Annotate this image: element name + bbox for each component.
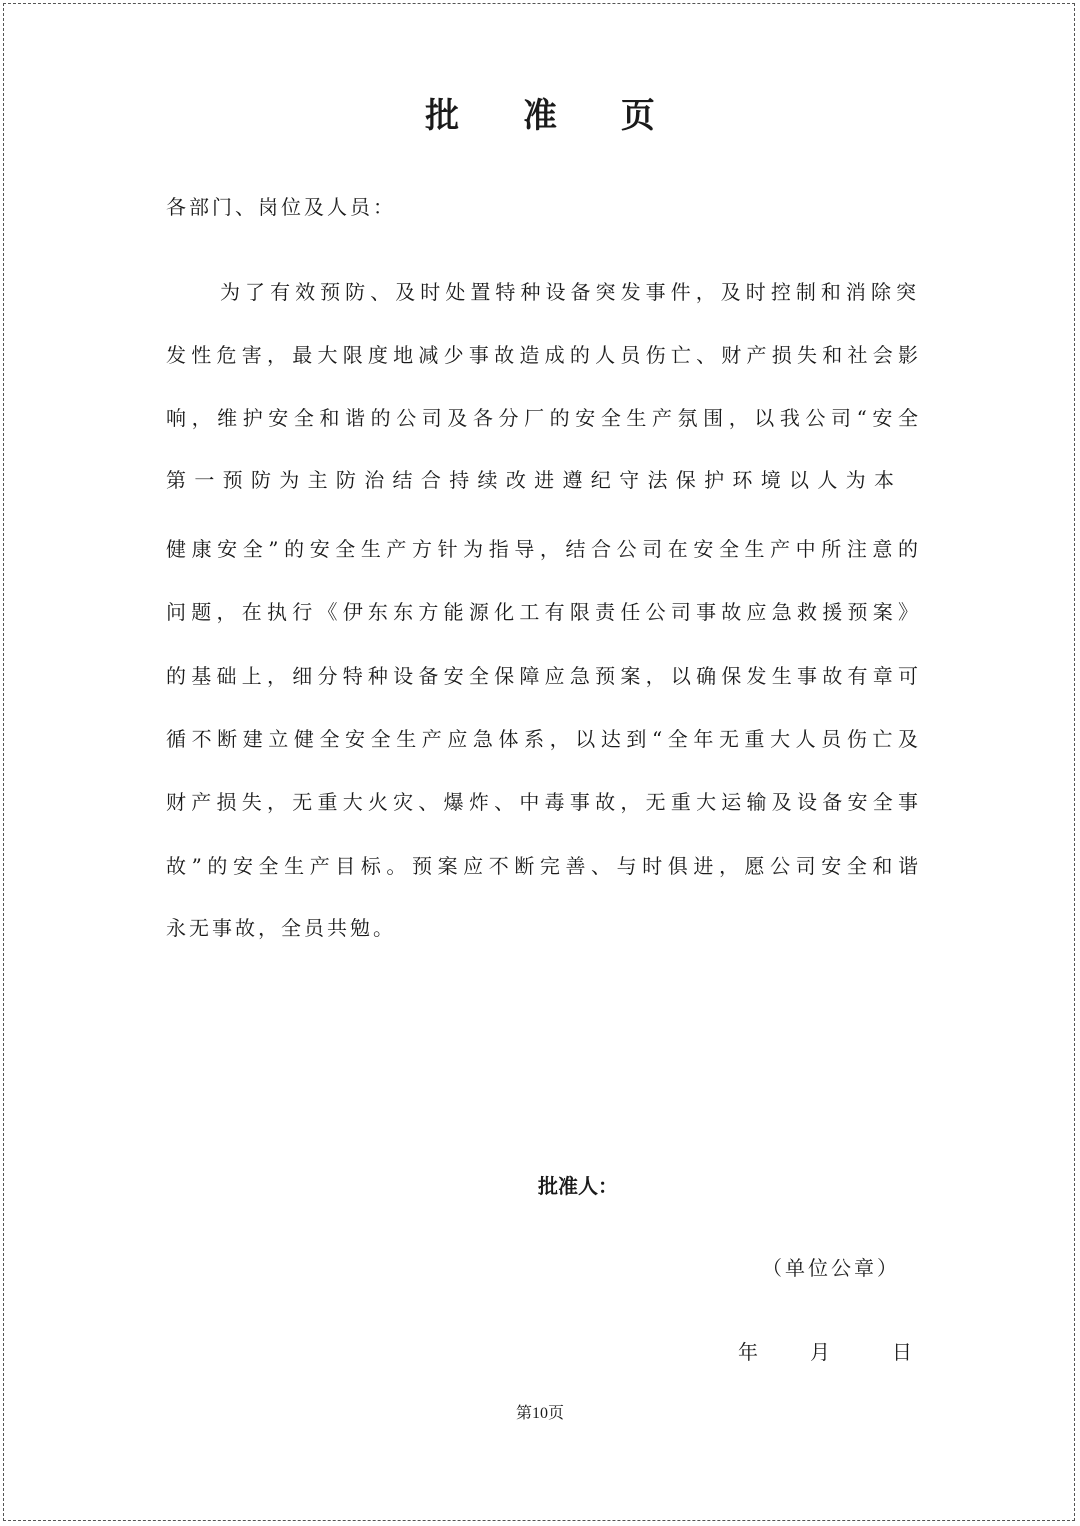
approver-label: 批准人： — [538, 1174, 618, 1198]
page-title: 批 准 页 — [425, 96, 681, 136]
date-month: 月 — [810, 1340, 830, 1364]
body-line-4: 第一预防为主防治结合持续改进遵纪守法保护环境以人为本 — [166, 468, 894, 492]
salutation: 各部门、岗位及人员： — [166, 195, 396, 219]
body-line-7: 的基础上，细分特种设备安全保障应急预案，以确保发生事故有章可 — [166, 664, 918, 688]
body-line-3: 响，维护安全和谐的公司及各分厂的安全生产氛围，以我公司“安全 — [166, 406, 918, 430]
date-year: 年 — [738, 1340, 758, 1364]
seal-label: （单位公章） — [762, 1256, 900, 1280]
body-line-6: 问题，在执行《伊东东方能源化工有限责任公司事故应急救援预案》 — [166, 600, 918, 624]
body-line-9: 财产损失，无重大火灾、爆炸、中毒事故，无重大运输及设备安全事 — [166, 790, 918, 814]
body-line-8: 循不断建立健全安全生产应急体系，以达到“全年无重大人员伤亡及 — [166, 727, 918, 751]
body-line-2: 发性危害，最大限度地减少事故造成的人员伤亡、财产损失和社会影 — [166, 343, 918, 367]
body-line-1: 为了有效预防、及时处置特种设备突发事件，及时控制和消除突 — [220, 280, 916, 304]
page-border — [3, 3, 1075, 1521]
body-line-11: 永无事故，全员共勉。 — [166, 916, 396, 940]
page-number: 第10页 — [515, 1405, 564, 1422]
date-day: 日 — [892, 1340, 912, 1364]
body-line-5: 健康安全”的安全生产方针为指导，结合公司在安全生产中所注意的 — [166, 537, 918, 561]
body-line-10: 故”的安全生产目标。预案应不断完善、与时俱进，愿公司安全和谐 — [166, 854, 918, 878]
